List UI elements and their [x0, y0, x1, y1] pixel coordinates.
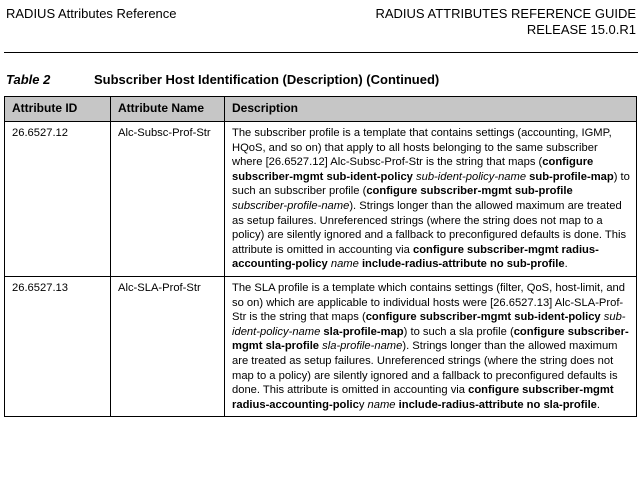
running-header-right	[375, 6, 636, 38]
command-text: configure subscriber-mgmt sla-profile	[232, 325, 629, 353]
command-text: configure subscriber-mgmt radius-accounting-policy	[232, 243, 599, 271]
table-row	[5, 122, 637, 277]
command-text: include-radius-attribute no sub-profile	[361, 258, 565, 271]
column-header-attribute-name: Attribute Name	[111, 97, 225, 122]
running-header-left: RADIUS Attributes Reference	[6, 6, 177, 21]
description-text: ) to such an subscriber profile (	[232, 170, 630, 198]
description-text: The subscriber profile is a template that contains settings (accounting, IGMP, HQoS, and so on) that apply to all hosts belonging to the same subscriber where [26.6527.12] Alc-Subsc-Prof-Str is the string that maps (	[232, 127, 612, 169]
parameter-text: sub-ident-policy-name	[416, 170, 527, 183]
table-caption	[6, 72, 439, 88]
description-text: ). Strings longer than the allowed maximum are treated as setup failures. Unreferenced strings (where the string does not map to a policy) are silently ignored and a fallback to preconfigured defaults is done. This attribute is omitted in accounting via	[232, 340, 618, 397]
attributes-table	[4, 96, 637, 417]
command-text: sla-profile-map	[323, 325, 404, 338]
table-title: Subscriber Host Identification (Description) (Continued)	[94, 72, 440, 87]
attribute-id-cell: 26.6527.12	[5, 122, 111, 277]
parameter-text: name	[330, 258, 359, 271]
description-text: y	[358, 398, 368, 411]
parameter-text: subscriber-profile-name	[232, 199, 350, 212]
description-text: ). Strings longer than the allowed maximum are treated as setup failures. Unreferenced strings (where the string does not map to a policy) are silently ignored and a fallback to preconfigured defaults is done. This attribute is omitted in accounting via	[232, 199, 627, 256]
command-text: configure subscriber-mgmt sub-ident-policy	[365, 311, 601, 324]
table-row	[5, 276, 637, 416]
description-text: The SLA profile is a template which contains settings (filter, QoS, host-limit, and so on) which are applicable to individual hosts were [26.6527.13] Alc-SLA-Prof-Str is the string that maps (	[232, 281, 625, 324]
command-text: include-radius-attribute no sla-profile	[398, 398, 597, 411]
column-header-description: Description	[225, 97, 637, 122]
command-text: configure subscriber-mgmt sub-profile	[366, 185, 573, 198]
guide-title: RADIUS ATTRIBUTES REFERENCE GUIDE	[375, 6, 636, 21]
command-text: configure subscriber-mgmt radius-accounting-polic	[232, 384, 614, 411]
attribute-id-cell: 26.6527.13	[5, 276, 111, 416]
description-text: ) to such a sla profile (	[403, 325, 514, 338]
column-header-attribute-id: Attribute ID	[5, 97, 111, 122]
description-cell	[225, 122, 637, 277]
release-label: RELEASE 15.0.R1	[526, 22, 636, 37]
parameter-text: sub-ident-policy-name	[232, 311, 626, 338]
attribute-name-cell: Alc-Subsc-Prof-Str	[111, 122, 225, 277]
command-text: configure subscriber-mgmt sub-ident-policy	[232, 156, 594, 183]
description-cell	[225, 276, 637, 416]
command-text: sub-profile-map	[529, 170, 614, 183]
description-text: .	[596, 398, 601, 411]
parameter-text: name	[367, 398, 396, 411]
attribute-name-cell: Alc-SLA-Prof-Str	[111, 276, 225, 416]
description-text: .	[564, 258, 568, 271]
header-divider	[4, 52, 638, 53]
parameter-text: sla-profile-name	[322, 340, 403, 353]
table-number: Table 2	[6, 72, 51, 87]
table-header-row	[5, 97, 637, 122]
